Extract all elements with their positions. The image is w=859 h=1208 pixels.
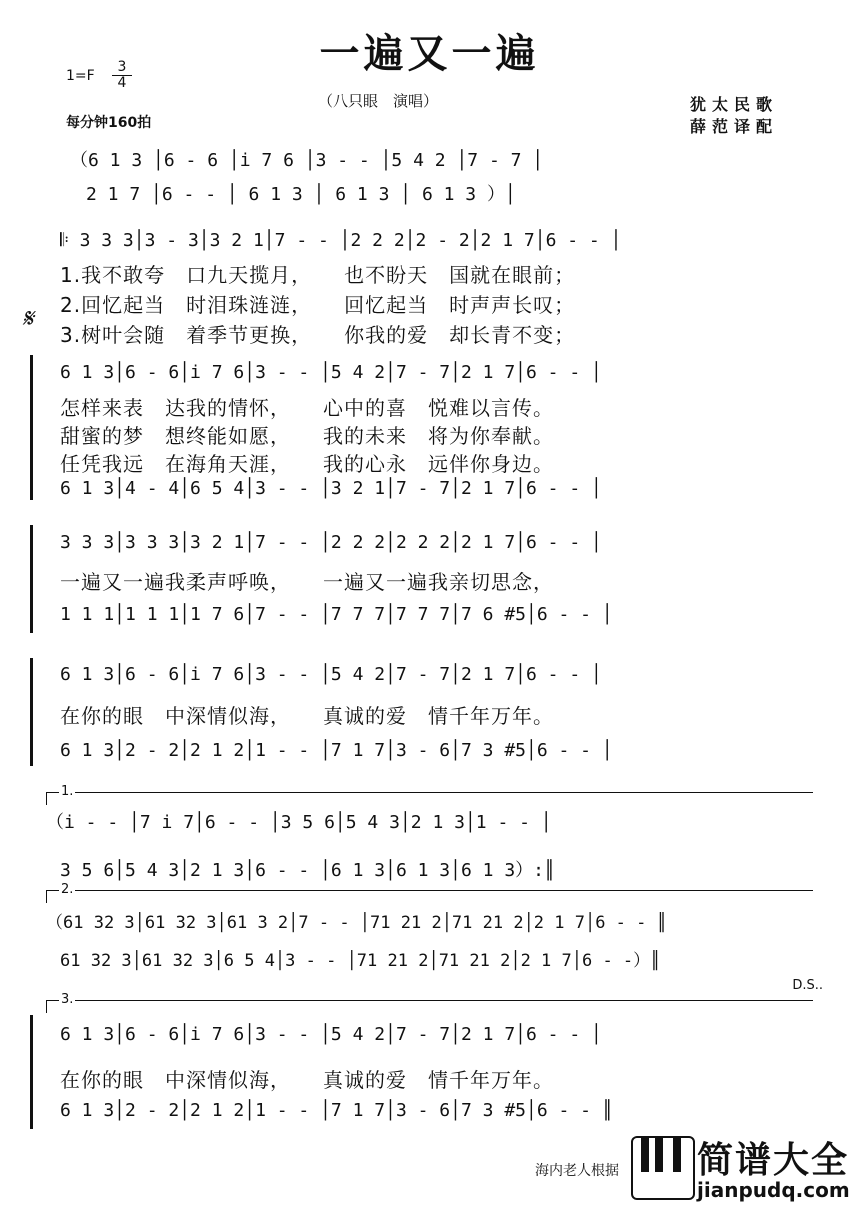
time-top: 3 [117, 59, 127, 75]
chorus-melody: 3 3 3│3 3 3│3 2 1│7 - - │2 2 2│2 2 2│2 1 7│6 - - │ [60, 532, 602, 553]
brand-domain: jianpudq.com [697, 1178, 850, 1202]
tempo: 每分钟160拍 [66, 115, 152, 131]
volta-3-bracket [46, 992, 813, 1013]
system-bracket [30, 658, 33, 766]
ending-a-melody: 6 1 3│6 - 6│i 7 6│3 - - │5 4 2│7 - 7│2 1 7│6 - - │ [60, 664, 602, 685]
verse-harmony-b: 6 1 3│4 - 4│6 5 4│3 - - │3 2 1│7 - 7│2 1 7│6 - - │ [60, 478, 602, 499]
verse-lyric-6: 任凭我远 在海角天涯， 我的心永 远伴你身边。 [60, 452, 554, 476]
volta-2-line-1: （61 32 3│61 32 3│61 3 2│7 - - │71 21 2│71 21 2│2 1 7│6 - - ║ [46, 913, 667, 933]
ending-a-harmony: 6 1 3│2 - 2│2 1 2│1 - - │7 1 7│3 - 6│7 3 #5│6 - - │ [60, 740, 613, 761]
verse-lyric-5: 甜蜜的梦 想终能如愿， 我的未来 将为你奉献。 [60, 424, 554, 448]
source-note: 海内老人根据 [535, 1163, 619, 1179]
volta-1-label: 1. [61, 784, 74, 799]
system-bracket [30, 1015, 33, 1129]
origin-credit: 犹太民歌 [690, 95, 779, 114]
verse-melody-a: 𝄆 3 3 3│3 - 3│3 2 1│7 - - │2 2 2│2 - 2│2 1 7│6 - - │ [60, 230, 622, 251]
segno-sign: 𝄋 [22, 304, 34, 334]
song-title: 一遍又一遍 [319, 30, 540, 77]
volta-3-lyric: 在你的眼 中深情似海， 真诚的爱 情千年万年。 [60, 1068, 554, 1092]
chorus-harmony: 1 1 1│1 1 1│1 7 6│7 - - │7 7 7│7 7 7│7 6 #5│6 - - │ [60, 604, 613, 625]
verse-lyric-4: 怎样来表 达我的情怀， 心中的喜 悦难以言传。 [60, 396, 554, 420]
performer: （八只眼 演唱） [318, 92, 439, 110]
intro-line-1: （6 1 3 │6 - 6 │i 7 6 │3 - - │5 4 2 │7 - 7 │ [70, 150, 544, 171]
time-signature [112, 60, 132, 91]
key-signature [66, 68, 95, 84]
ending-a-lyric: 在你的眼 中深情似海， 真诚的爱 情千年万年。 [60, 704, 554, 728]
intro-line-2: 2 1 7 │6 - - │ 6 1 3 │ 6 1 3 │ 6 1 3 ）│ [86, 184, 516, 205]
time-bottom: 4 [112, 75, 132, 91]
verse-lyric-3: 3.树叶会随 着季节更换， 你我的爱 却长青不变； [60, 323, 576, 347]
verse-lyric-1: 1.我不敢夸 口九天揽月， 也不盼天 国就在眼前； [60, 263, 576, 287]
volta-1-bracket [46, 784, 813, 805]
system-bracket [30, 525, 33, 633]
brand-name: 简谱大全 [697, 1140, 850, 1181]
volta-3-melody: 6 1 3│6 - 6│i 7 6│3 - - │5 4 2│7 - 7│2 1 7│6 - - │ [60, 1024, 602, 1045]
verse-melody-b: 6 1 3│6 - 6│i 7 6│3 - - │5 4 2│7 - 7│2 1 7│6 - - │ [60, 362, 602, 383]
verse-lyric-2: 2.回忆起当 时泪珠涟涟， 回忆起当 时声声长叹； [60, 293, 576, 317]
chorus-lyric: 一遍又一遍我柔声呼唤， 一遍又一遍我亲切思念， [60, 570, 554, 594]
site-logo[interactable] [631, 1132, 851, 1204]
system-bracket [30, 355, 33, 500]
volta-1-line-1: （i - - │7 i 7│6 - - │3 5 6│5 4 3│2 1 3│1 - - │ [46, 812, 552, 833]
volta-2-bracket [46, 882, 813, 903]
volta-3-label: 3. [61, 992, 74, 1007]
key-label: 1=F [66, 68, 95, 84]
translator-credit: 薛范译配 [690, 117, 779, 136]
volta-1-line-2: 3 5 6│5 4 3│2 1 3│6 - - │6 1 3│6 1 3│6 1 3）:║ [60, 860, 555, 881]
ds-marking: D.S.. [792, 978, 823, 993]
volta-2-line-2: 61 32 3│61 32 3│6 5 4│3 - - │71 21 2│71 21 2│2 1 7│6 - -）║ [60, 951, 661, 971]
piano-icon [631, 1136, 695, 1200]
volta-2-label: 2. [61, 882, 74, 897]
volta-3-harmony: 6 1 3│2 - 2│2 1 2│1 - - │7 1 7│3 - 6│7 3 #5│6 - - ║ [60, 1100, 613, 1121]
